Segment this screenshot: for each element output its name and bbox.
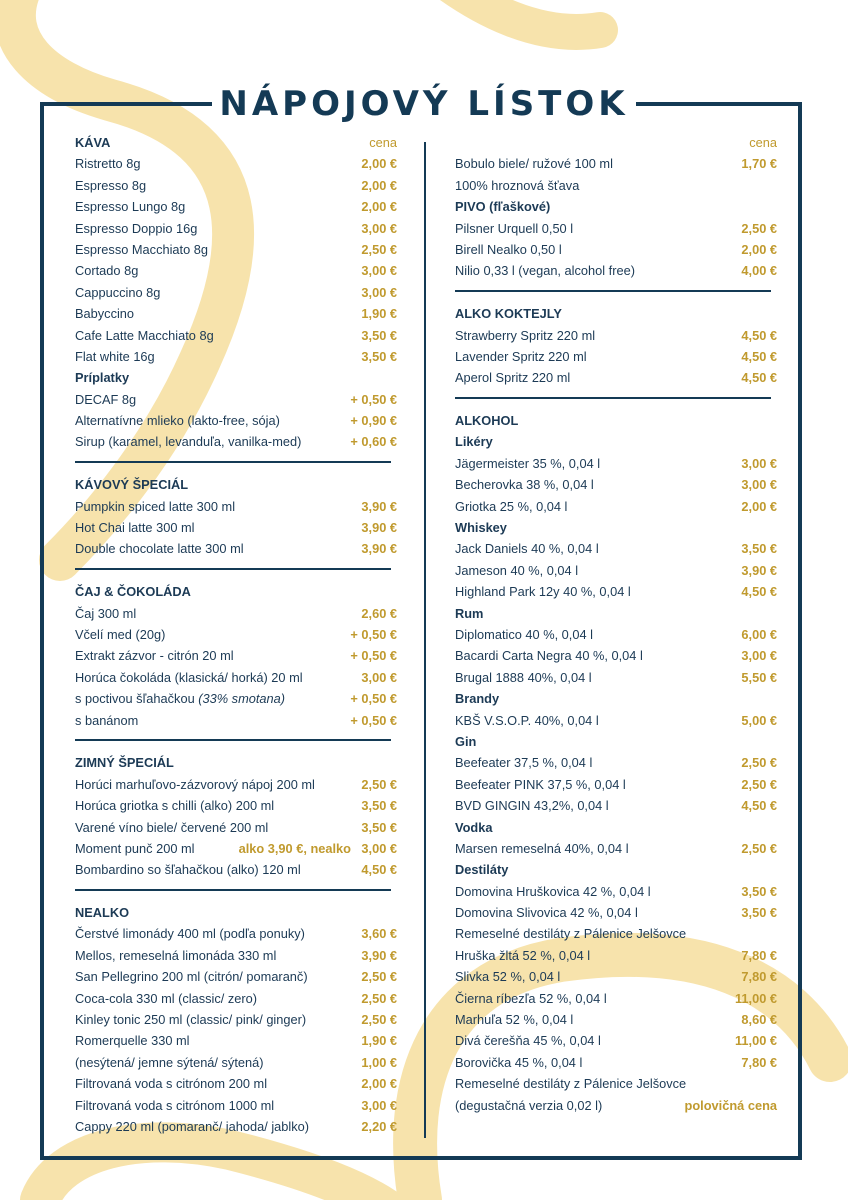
item-price: 3,00 € (361, 1097, 397, 1113)
item-price: 2,00 € (361, 1076, 397, 1092)
item-name: Highland Park 12y 40 %, 0,04 l (455, 584, 631, 600)
item-name: Cafe Latte Macchiato 8g (75, 327, 214, 343)
menu-item (75, 1009, 397, 1030)
subheading-likery (455, 431, 777, 452)
menu-item (75, 645, 397, 666)
item-price: 3,90 € (361, 498, 397, 514)
item-name: DECAF 8g (75, 391, 137, 407)
item-price: 4,50 € (741, 584, 777, 600)
subheading-whiskey (455, 517, 777, 538)
menu-item (75, 1095, 397, 1116)
item-price-note: alko 3,90 €, nealko (238, 840, 351, 856)
item-price: 4,50 € (741, 370, 777, 386)
subheading-priplatky (75, 367, 397, 388)
menu-item (75, 153, 397, 174)
section-title: KÁVA (75, 135, 111, 150)
item-name: Sirup (karamel, levanduľa, vanilka-med) (75, 434, 302, 450)
item-name: Extrakt zázvor - citrón 20 ml (75, 648, 234, 664)
item-price: 2,50 € (361, 990, 397, 1006)
item-name: Hot Chai latte 300 ml (75, 520, 195, 536)
item-price: 4,50 € (361, 862, 397, 878)
item-name: (nesýtená/ jemne sýtená/ sýtená) (75, 1054, 264, 1070)
menu-item (455, 945, 777, 966)
item-name: Kinley tonic 250 ml (classic/ pink/ ginger) (75, 1012, 307, 1028)
price-column-label: cena (369, 135, 397, 150)
menu-item (75, 260, 397, 281)
menu-item (455, 881, 777, 902)
item-price: 2,50 € (361, 776, 397, 792)
menu-item (75, 603, 397, 624)
item-price: 1,00 € (361, 1054, 397, 1070)
item-price: 5,50 € (741, 669, 777, 685)
menu-item (455, 966, 777, 987)
menu-item-note (455, 175, 777, 196)
menu-item (75, 431, 397, 452)
item-name: Borovička 45 %, 0,04 l (455, 1054, 583, 1070)
subheading: Destiláty (455, 862, 509, 878)
item-name: Bombardino so šľahačkou (alko) 120 ml (75, 862, 301, 878)
menu-item (455, 474, 777, 495)
menu-item (455, 239, 777, 260)
item-price: + 0,50 € (350, 648, 397, 664)
menu-item (75, 1052, 397, 1073)
item-name: Domovina Slivovica 42 %, 0,04 l (455, 905, 638, 921)
menu-item (455, 1030, 777, 1051)
item-price: 7,80 € (741, 969, 777, 985)
menu-item (75, 1116, 397, 1137)
menu-item (75, 196, 397, 217)
menu-item (75, 667, 397, 688)
item-name: Varené víno biele/ červené 200 ml (75, 819, 269, 835)
menu-item (75, 517, 397, 538)
item-price: polovičná cena (684, 1097, 777, 1113)
item-name: Jägermeister 35 %, 0,04 l (455, 455, 601, 471)
item-price: 1,90 € (361, 306, 397, 322)
menu-item (455, 496, 777, 517)
section-divider (75, 731, 397, 752)
item-name: Filtrovaná voda s citrónom 200 ml (75, 1076, 268, 1092)
section-title: NEALKO (75, 905, 130, 921)
item-name: Bobulo biele/ ružové 100 ml (455, 156, 613, 172)
item-name: Jameson 40 %, 0,04 l (455, 562, 579, 578)
item-price: 3,50 € (741, 905, 777, 921)
page-title: NÁPOJOVÝ LÍSTOK (212, 80, 636, 128)
section-divider (455, 282, 777, 303)
menu-item (75, 496, 397, 517)
item-price: 2,50 € (361, 969, 397, 985)
menu-item (455, 795, 777, 816)
left-column (75, 132, 397, 1137)
subheading: Brandy (455, 691, 500, 707)
menu-item (455, 645, 777, 666)
item-name: Strawberry Spritz 220 ml (455, 327, 596, 343)
section-title: ALKOHOL (455, 413, 519, 429)
item-name: Filtrovaná voda s citrónom 1000 ml (75, 1097, 275, 1113)
item-price: 3,00 € (361, 669, 397, 685)
item-price: 3,00 € (361, 263, 397, 279)
section-header-caj (75, 581, 397, 602)
menu-item (75, 218, 397, 239)
item-price: 6,00 € (741, 626, 777, 642)
section-header-koktejly (455, 303, 777, 324)
menu-item (75, 389, 397, 410)
item-name: Ristretto 8g (75, 156, 141, 172)
item-price: + 0,50 € (350, 626, 397, 642)
item-name: Nilio 0,33 l (vegan, alcohol free) (455, 263, 635, 279)
item-price: 3,50 € (361, 819, 397, 835)
section-header-zimny (75, 752, 397, 773)
subheading-destilaty (455, 859, 777, 880)
item-price: 3,50 € (361, 327, 397, 343)
menu-item (75, 346, 397, 367)
item-price: 3,60 € (361, 926, 397, 942)
item-price: 4,50 € (741, 798, 777, 814)
item-price: 11,00 € (735, 1033, 777, 1049)
item-name (75, 688, 285, 709)
menu-item (455, 538, 777, 559)
item-name: Griotka 25 %, 0,04 l (455, 498, 568, 514)
item-price: 3,00 € (361, 220, 397, 236)
menu-item (75, 688, 397, 709)
item-name: Lavender Spritz 220 ml (455, 348, 587, 364)
menu-item (455, 752, 777, 773)
item-name: Marhuľa 52 %, 0,04 l (455, 1012, 574, 1028)
section-header-nealko (75, 902, 397, 923)
item-name: Espresso 8g (75, 177, 147, 193)
item-price: 3,50 € (741, 541, 777, 557)
item-name: Brugal 1888 40%, 0,04 l (455, 669, 592, 685)
subheading-vodka (455, 817, 777, 838)
item-price: 3,50 € (361, 798, 397, 814)
item-price: 2,00 € (361, 177, 397, 193)
item-price: 3,00 € (361, 284, 397, 300)
item-name: s banánom (75, 712, 139, 728)
menu-item (455, 667, 777, 688)
item-price: + 0,90 € (350, 413, 397, 429)
menu-item (455, 325, 777, 346)
item-name: Horúca griotka s chilli (alko) 200 ml (75, 798, 275, 814)
subheading: Príplatky (75, 370, 130, 386)
item-name: Beefeater 37,5 %, 0,04 l (455, 755, 593, 771)
item-price: + 0,50 € (350, 712, 397, 728)
item-name: Espresso Macchiato 8g (75, 241, 209, 257)
item-name: Flat white 16g (75, 348, 155, 364)
item-price: 5,00 € (741, 712, 777, 728)
item-name: Horúci marhuľovo-zázvorový nápoj 200 ml (75, 776, 315, 792)
section-title: ALKO KOKTEJLY (455, 306, 562, 322)
menu-item (75, 410, 397, 431)
item-name: Espresso Doppio 16g (75, 220, 198, 236)
menu-item (455, 581, 777, 602)
item-price: 2,50 € (741, 755, 777, 771)
item-price: 7,80 € (741, 1054, 777, 1070)
menu-item (75, 945, 397, 966)
item-name: 100% hroznová šťava (455, 177, 580, 193)
item-price: 4,50 € (741, 348, 777, 364)
item-price: 2,00 € (741, 498, 777, 514)
menu-item (75, 859, 397, 880)
right-column (455, 132, 777, 1116)
item-price: 1,70 € (741, 156, 777, 172)
item-name: Divá čerešňa 45 %, 0,04 l (455, 1033, 601, 1049)
item-name: Espresso Lungo 8g (75, 199, 186, 215)
group-label: Remeselné destiláty z Pálenice Jelšovce (455, 926, 687, 942)
item-price: 2,60 € (361, 605, 397, 621)
menu-item (455, 260, 777, 281)
item-name: Cappy 220 ml (pomaranč/ jahoda/ jablko) (75, 1118, 310, 1134)
item-price: 3,00 € (361, 840, 397, 856)
section-divider (75, 560, 397, 581)
menu-item (75, 538, 397, 559)
item-price: 3,00 € (741, 648, 777, 664)
item-name: Domovina Hruškovica 42 %, 0,04 l (455, 883, 651, 899)
item-name: Alternatívne mlieko (lakto-free, sója) (75, 413, 280, 429)
menu-item (75, 966, 397, 987)
item-note: (33% smotana) (198, 691, 286, 707)
item-name: Birell Nealko 0,50 l (455, 241, 562, 257)
price-column-label: cena (749, 135, 777, 150)
menu-item (455, 1095, 777, 1116)
menu-item (75, 303, 397, 324)
item-name: (degustačná verzia 0,02 l) (455, 1097, 603, 1113)
group-label: Remeselné destiláty z Pálenice Jelšovce (455, 1076, 687, 1092)
menu-item (75, 923, 397, 944)
item-price: 3,50 € (361, 348, 397, 364)
subheading: Rum (455, 605, 484, 621)
item-price: 1,90 € (361, 1033, 397, 1049)
section-title: PIVO (fľaškové) (455, 199, 551, 215)
section-header-kavovy-special (75, 474, 397, 495)
menu-item (455, 838, 777, 859)
item-price: 2,50 € (361, 241, 397, 257)
section-divider (75, 881, 397, 902)
item-name: Cortado 8g (75, 263, 139, 279)
menu-item (75, 795, 397, 816)
item-name: Hruška žltá 52 %, 0,04 l (455, 947, 591, 963)
item-name: Double chocolate latte 300 ml (75, 541, 244, 557)
subheading-brandy (455, 688, 777, 709)
item-price: 2,20 € (361, 1118, 397, 1134)
group-label-jelsovce (455, 923, 777, 944)
menu-item (455, 453, 777, 474)
item-price: 3,50 € (741, 883, 777, 899)
subheading-rum (455, 603, 777, 624)
menu-item (455, 218, 777, 239)
item-price: 2,50 € (741, 220, 777, 236)
menu-item (455, 367, 777, 388)
item-price: 2,00 € (741, 241, 777, 257)
item-price: 2,00 € (361, 199, 397, 215)
section-title: ČAJ & ČOKOLÁDA (75, 584, 191, 600)
menu-item (455, 560, 777, 581)
menu-item (75, 624, 397, 645)
subheading: Whiskey (455, 520, 507, 536)
item-price: + 0,50 € (350, 391, 397, 407)
menu-item (75, 838, 397, 859)
menu-item (75, 817, 397, 838)
subheading: Gin (455, 733, 477, 749)
menu-item (455, 624, 777, 645)
menu-item (455, 774, 777, 795)
item-name: Pilsner Urquell 0,50 l (455, 220, 574, 236)
section-divider (75, 453, 397, 474)
item-name: Horúca čokoláda (klasická/ horká) 20 ml (75, 669, 303, 685)
item-price: + 0,60 € (350, 434, 397, 450)
section-title: KÁVOVÝ ŠPECIÁL (75, 477, 189, 493)
menu-item (455, 153, 777, 174)
item-price: 2,50 € (741, 776, 777, 792)
item-name-text: s poctivou šľahačkou (75, 691, 199, 707)
menu-item (75, 1030, 397, 1051)
item-price: 2,50 € (361, 1012, 397, 1028)
item-price: 4,00 € (741, 263, 777, 279)
item-name: Coca-cola 330 ml (classic/ zero) (75, 990, 258, 1006)
section-header-kava (75, 132, 397, 153)
menu-item (455, 902, 777, 923)
item-price: 11,00 € (735, 990, 777, 1006)
menu-item (455, 1052, 777, 1073)
item-price: 8,60 € (741, 1012, 777, 1028)
item-name: Aperol Spritz 220 ml (455, 370, 571, 386)
menu-item (75, 988, 397, 1009)
item-name: Jack Daniels 40 %, 0,04 l (455, 541, 599, 557)
item-name: Čaj 300 ml (75, 605, 137, 621)
menu-item (455, 346, 777, 367)
item-price: 3,90 € (361, 520, 397, 536)
menu-item (455, 988, 777, 1009)
item-name: BVD GINGIN 43,2%, 0,04 l (455, 798, 609, 814)
menu-item (75, 282, 397, 303)
item-name: Becherovka 38 %, 0,04 l (455, 477, 594, 493)
item-name: Včelí med (20g) (75, 626, 166, 642)
item-name: Moment punč 200 ml (75, 840, 195, 856)
item-price: 3,90 € (361, 947, 397, 963)
item-price: 3,90 € (361, 541, 397, 557)
section-header-pivo (455, 196, 777, 217)
item-price: 4,50 € (741, 327, 777, 343)
menu-item (75, 774, 397, 795)
item-name: Slivka 52 %, 0,04 l (455, 969, 561, 985)
item-name: Romerquelle 330 ml (75, 1033, 190, 1049)
subheading: Likéry (455, 434, 493, 450)
item-name: Pumpkin spiced latte 300 ml (75, 498, 236, 514)
item-name: Marsen remeselná 40%, 0,04 l (455, 840, 629, 856)
menu-item (75, 239, 397, 260)
item-name: Mellos, remeselná limonáda 330 ml (75, 947, 277, 963)
menu-item (75, 175, 397, 196)
section-divider (455, 389, 777, 410)
group-label-jelsovce-2 (455, 1073, 777, 1094)
item-name: Beefeater PINK 37,5 %, 0,04 l (455, 776, 626, 792)
item-name: Bacardi Carta Negra 40 %, 0,04 l (455, 648, 643, 664)
item-name: Diplomatico 40 %, 0,04 l (455, 626, 593, 642)
item-price: 7,80 € (741, 947, 777, 963)
menu-item (455, 710, 777, 731)
item-name: KBŠ V.S.O.P. 40%, 0,04 l (455, 712, 599, 728)
item-name: Čerstvé limonády 400 ml (podľa ponuky) (75, 926, 305, 942)
item-price: 2,50 € (741, 840, 777, 856)
menu-item (455, 1009, 777, 1030)
item-name: Babyccino (75, 306, 135, 322)
column-divider (424, 142, 426, 1138)
item-name: Čierna ríbezľa 52 %, 0,04 l (455, 990, 607, 1006)
menu-item (75, 1073, 397, 1094)
item-name: San Pellegrino 200 ml (citrón/ pomaranč) (75, 969, 308, 985)
item-price: 3,00 € (741, 477, 777, 493)
section-header-alkohol (455, 410, 777, 431)
price-header (455, 132, 777, 153)
subheading-gin (455, 731, 777, 752)
item-price: + 0,50 € (350, 691, 397, 707)
menu-item (75, 710, 397, 731)
item-name: Cappuccino 8g (75, 284, 161, 300)
section-title: ZIMNÝ ŠPECIÁL (75, 755, 174, 771)
menu-item (75, 325, 397, 346)
item-price: 3,90 € (741, 562, 777, 578)
item-price: 3,00 € (741, 455, 777, 471)
item-price: 2,00 € (361, 156, 397, 172)
subheading: Vodka (455, 819, 493, 835)
